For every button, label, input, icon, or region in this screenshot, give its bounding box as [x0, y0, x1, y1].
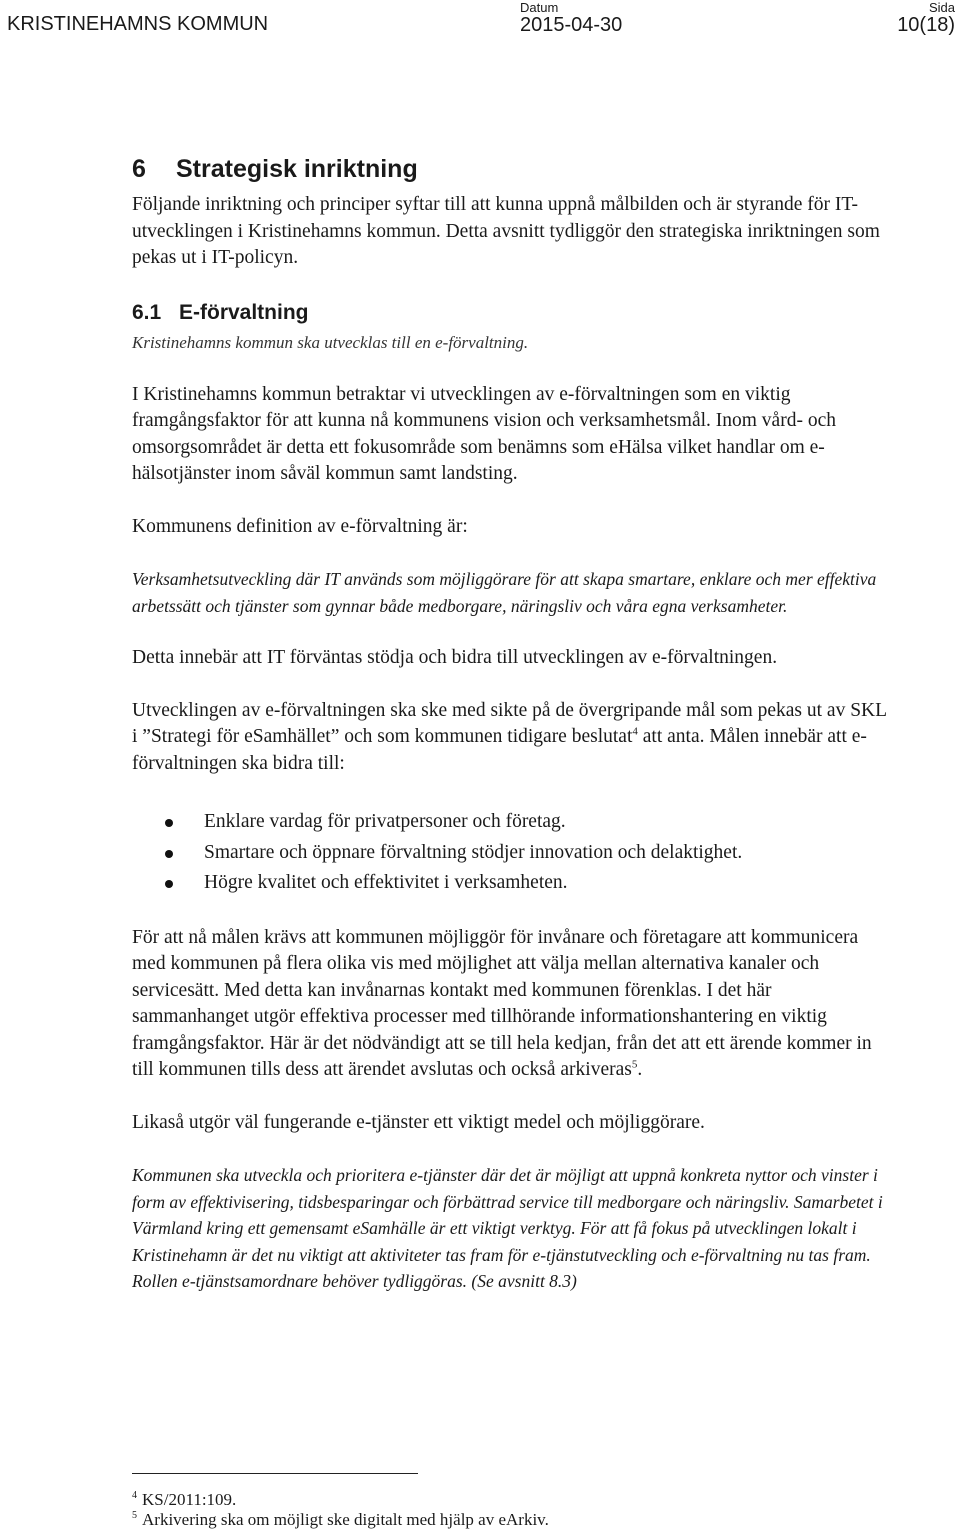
section-intro: Följande inriktning och principer syftar till att kunna uppnå målbilden och är styrande för IT-utvecklingen i Kristinehamns kommun. Detta avsnitt tydliggör den strategiska inriktningen som pekas ut i IT-policyn.	[132, 194, 880, 268]
footnote-number: 4	[132, 1490, 137, 1502]
italic-paragraph: Kommunen ska utveckla och prioritera e-tjänster där det är möjligt att uppnå konkreta nyttor och vinster i form av effektivisering, tidsbesparingar och förbättrad service till medborgare och näringsliv. Samarbetet i Värmland kring ett gemensamt eSamhälle är ett viktigt verktyg. För att få fokus på utvecklingen lokalt i Kristinehamn är det nu viktigt att aktiviteter tas fram för e-tjänstutveckling och e-förvaltning nu tas fram. Rollen e-tjänstsamordnare behöver tydliggöras. (Se avsnitt 8.3)	[132, 1165, 883, 1291]
definition-quote: Verksamhetsutveckling där IT används som möjliggörare för att skapa smartare, enklare och mer effektiva arbetssätt och tjänster som gynnar både medborgare, näringsliv och våra egna verksamheter.	[132, 569, 877, 616]
footnote	[132, 1510, 549, 1530]
list-item	[132, 838, 892, 869]
paragraph: Detta innebär att IT förväntas stödja och bidra till utvecklingen av e-förvaltningen.	[132, 647, 778, 668]
header-date	[520, 0, 622, 37]
footnote-text: Arkivering ska om möjligt ske digitalt med hjälp av eArkiv.	[142, 1510, 549, 1529]
organization-name: KRISTINEHAMNS KOMMUN	[7, 13, 269, 35]
bullet-icon	[165, 819, 173, 827]
footnote-ref: 5	[631, 1058, 638, 1071]
date-label: Datum	[520, 0, 559, 15]
subsection-title: E-förvaltning	[179, 300, 309, 324]
footnote-divider	[132, 1473, 418, 1474]
paragraph	[132, 925, 892, 1084]
footnote-text: KS/2011:109.	[142, 1490, 237, 1509]
header-page	[855, 0, 955, 37]
document-body	[132, 152, 892, 1295]
bullet-icon	[165, 850, 173, 858]
bullet-icon	[165, 880, 173, 888]
section-title: Strategisk inriktning	[176, 155, 418, 183]
list-item	[132, 868, 892, 899]
section-heading	[132, 152, 892, 186]
list-item-text: Högre kvalitet och effektivitet i verksamheten.	[204, 872, 568, 893]
footnote-number: 5	[132, 1510, 137, 1522]
paragraph: Likaså utgör väl fungerande e-tjänster ett viktigt medel och möjliggörare.	[132, 1111, 705, 1133]
page-number: 10(18)	[897, 14, 955, 36]
list-item	[132, 807, 892, 838]
footnote	[132, 1490, 236, 1510]
section-number: 6	[132, 155, 146, 183]
list-item-text: Enklare vardag för privatpersoner och företag.	[204, 811, 566, 832]
subsection-lead: Kristinehamns kommun ska utvecklas till en e-förvaltning.	[132, 332, 529, 352]
paragraph-text: Utvecklingen av e-förvaltningen ska ske med sikte på de övergripande mål som pekas ut av SKL i ”Strategi för eSamhället” och som kommunen tidigare beslutat	[132, 699, 887, 747]
paragraph: I Kristinehamns kommun betraktar vi utvecklingen av e-förvaltningen som en viktig framgångsfaktor för att kunna nå kommunens vision och verksamhetsmål. Inom vård- och omsorgsområdet är detta ett fokusområde som benämns som eHälsa vilket handlar om e-hälsotjänster inom såväl kommun samt landsting.	[132, 383, 836, 484]
subsection-number: 6.1	[132, 300, 162, 324]
list-item-text: Smartare och öppnare förvaltning stödjer innovation och delaktighet.	[204, 841, 743, 863]
date-value: 2015-04-30	[520, 14, 623, 36]
subsection-heading	[132, 298, 892, 328]
paragraph-text: .	[637, 1059, 643, 1080]
paragraph-text: att anta. Målen innebär att e-förvaltningen ska bidra till:	[132, 726, 867, 774]
footnote-ref: 4	[632, 725, 638, 738]
goal-list	[132, 807, 892, 899]
paragraph-text: För att nå målen krävs att kommunen möjliggör för invånare och företagare att kommunicera med kommunen på flera olika vis med möjlighet att välja mellan alternativa kanaler och servicesätt. Med detta kan invånarnas kontakt med kommunen förenklas. I det här sammanhanget utgör effektiva processer med tillhörande informationshantering en viktig framgångsfaktor. Här är det nödvändigt att se till hela kedjan, från det att ett ärende kommer in till kommunen tills dess att ärendet avslutas och också arkiveras	[132, 926, 872, 1080]
page-label: Sida	[928, 0, 955, 15]
paragraph: Kommunens definition av e-förvaltning är:	[132, 515, 468, 537]
paragraph	[132, 698, 892, 778]
